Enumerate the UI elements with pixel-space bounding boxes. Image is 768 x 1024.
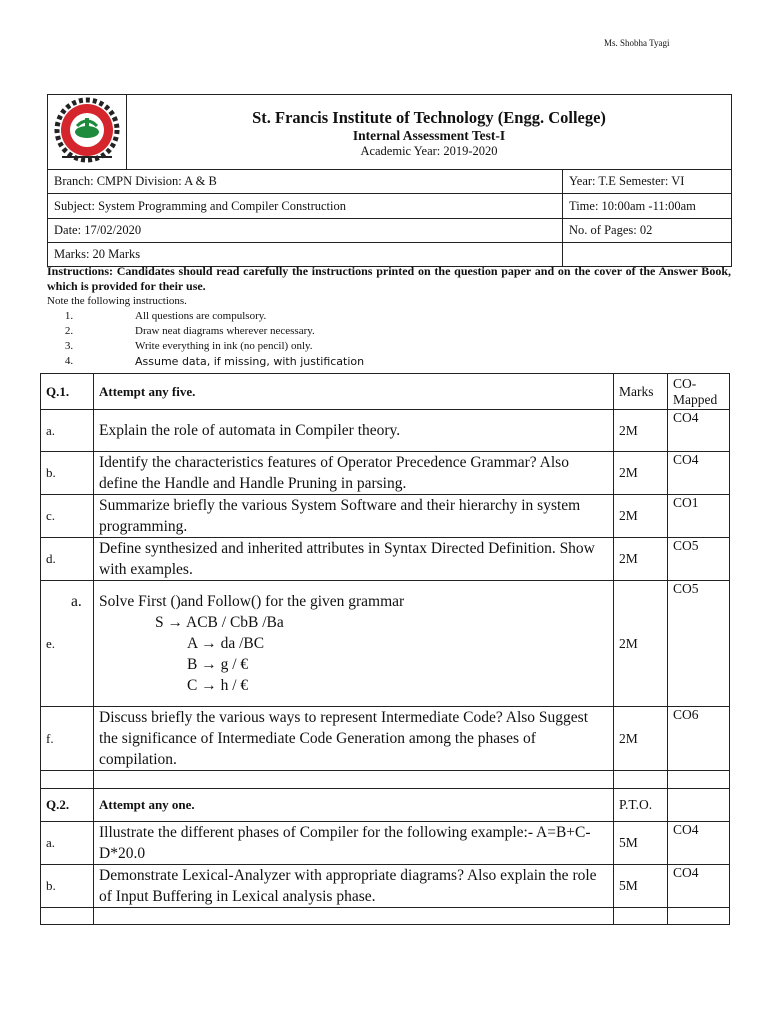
q1-title: Attempt any five. [94, 374, 614, 410]
instructions-note: Note the following instructions. [47, 295, 187, 307]
grammar-rule: S → ACB / CbB /Ba [155, 614, 284, 631]
instructions-main: Instructions: Candidates should read carefully the instructions printed on the question paper and on the cover of the Answer Book, which is provided for their use. [47, 264, 731, 293]
year-semester: Year: T.E Semester: VI [563, 170, 732, 194]
college-logo [52, 95, 122, 165]
question-row: a. Explain the role of automata in Compiler theory. 2M CO4 [41, 410, 730, 452]
instruction-item: 2. Draw neat diagrams wherever necessary. [64, 325, 315, 337]
q2-title: Attempt any one. [94, 789, 614, 822]
marks-header: Marks [614, 374, 668, 410]
question-row-e: e. a. Solve First ()and Follow() for the given grammar S → ACB / CbB /Ba A → da /BC B → g / € C → h / € 2M CO5 [41, 581, 730, 707]
spacer-row [41, 771, 730, 789]
logo-cell [48, 95, 127, 170]
instruction-item: 1. All questions are compulsory. [64, 310, 267, 322]
institute-name: St. Francis Institute of Technology (Engg. College) [252, 107, 606, 127]
grammar-rule: C → h / € [187, 677, 249, 694]
academic-year: Academic Year: 2019-2020 [360, 143, 498, 158]
title-cell [127, 95, 732, 170]
question-row: d. Define synthesized and inherited attributes in Syntax Directed Definition. Show with examples. 2M CO5 [41, 538, 730, 581]
questions-table [40, 373, 730, 925]
exam-time: Time: 10:00am -11:00am [563, 194, 732, 219]
instruction-item: 3. Write everything in ink (no pencil) only. [64, 340, 313, 352]
total-marks: Marks: 20 Marks [48, 243, 563, 267]
grammar-rules [99, 612, 608, 696]
empty-cell [563, 243, 732, 267]
exam-date: Date: 17/02/2020 [48, 219, 563, 243]
sub-label: a. [71, 593, 82, 610]
branch-division: Branch: CMPN Division: A & B [48, 170, 563, 194]
pto-label: P.T.O. [614, 789, 668, 822]
header-table [47, 94, 732, 267]
author-name: Ms. Shobha Tyagi [604, 38, 670, 48]
test-name: Internal Assessment Test-I [352, 127, 506, 143]
co-header: CO-Mapped [668, 374, 730, 410]
q2-number: Q.2. [41, 789, 94, 822]
question-row: a. Illustrate the different phases of Compiler for the following example:- A=B+C-D*20.0 5M CO4 [41, 822, 730, 865]
grammar-rule: B → g / € [187, 656, 249, 673]
question-row: f. Discuss briefly the various ways to represent Intermediate Code? Also Suggest the significance of Intermediate Code Generation among the phases of compilation. 2M CO6 [41, 707, 730, 771]
instruction-item: 4. Assume data, if missing, with justification [64, 355, 365, 368]
question-row: c. Summarize briefly the various System Software and their hierarchy in system programming. 2M CO1 [41, 495, 730, 538]
grammar-question: Solve First ()and Follow() for the given grammar [99, 593, 405, 610]
instructions-list [47, 309, 731, 369]
grammar-rule: A → da /BC [187, 635, 265, 652]
question-row: b. Identify the characteristics features of Operator Precedence Grammar? Also define the Handle and Handle Pruning in parsing. 2M CO4 [41, 452, 730, 495]
q1-number: Q.1. [41, 374, 94, 410]
question-row: b. Demonstrate Lexical-Analyzer with appropriate diagrams? Also explain the role of Input Buffering in Lexical analysis phase. 5M CO4 [41, 865, 730, 908]
instructions-block [47, 264, 731, 369]
spacer-row [41, 908, 730, 925]
page-count: No. of Pages: 02 [563, 219, 732, 243]
subject: Subject: System Programming and Compiler Construction [48, 194, 563, 219]
